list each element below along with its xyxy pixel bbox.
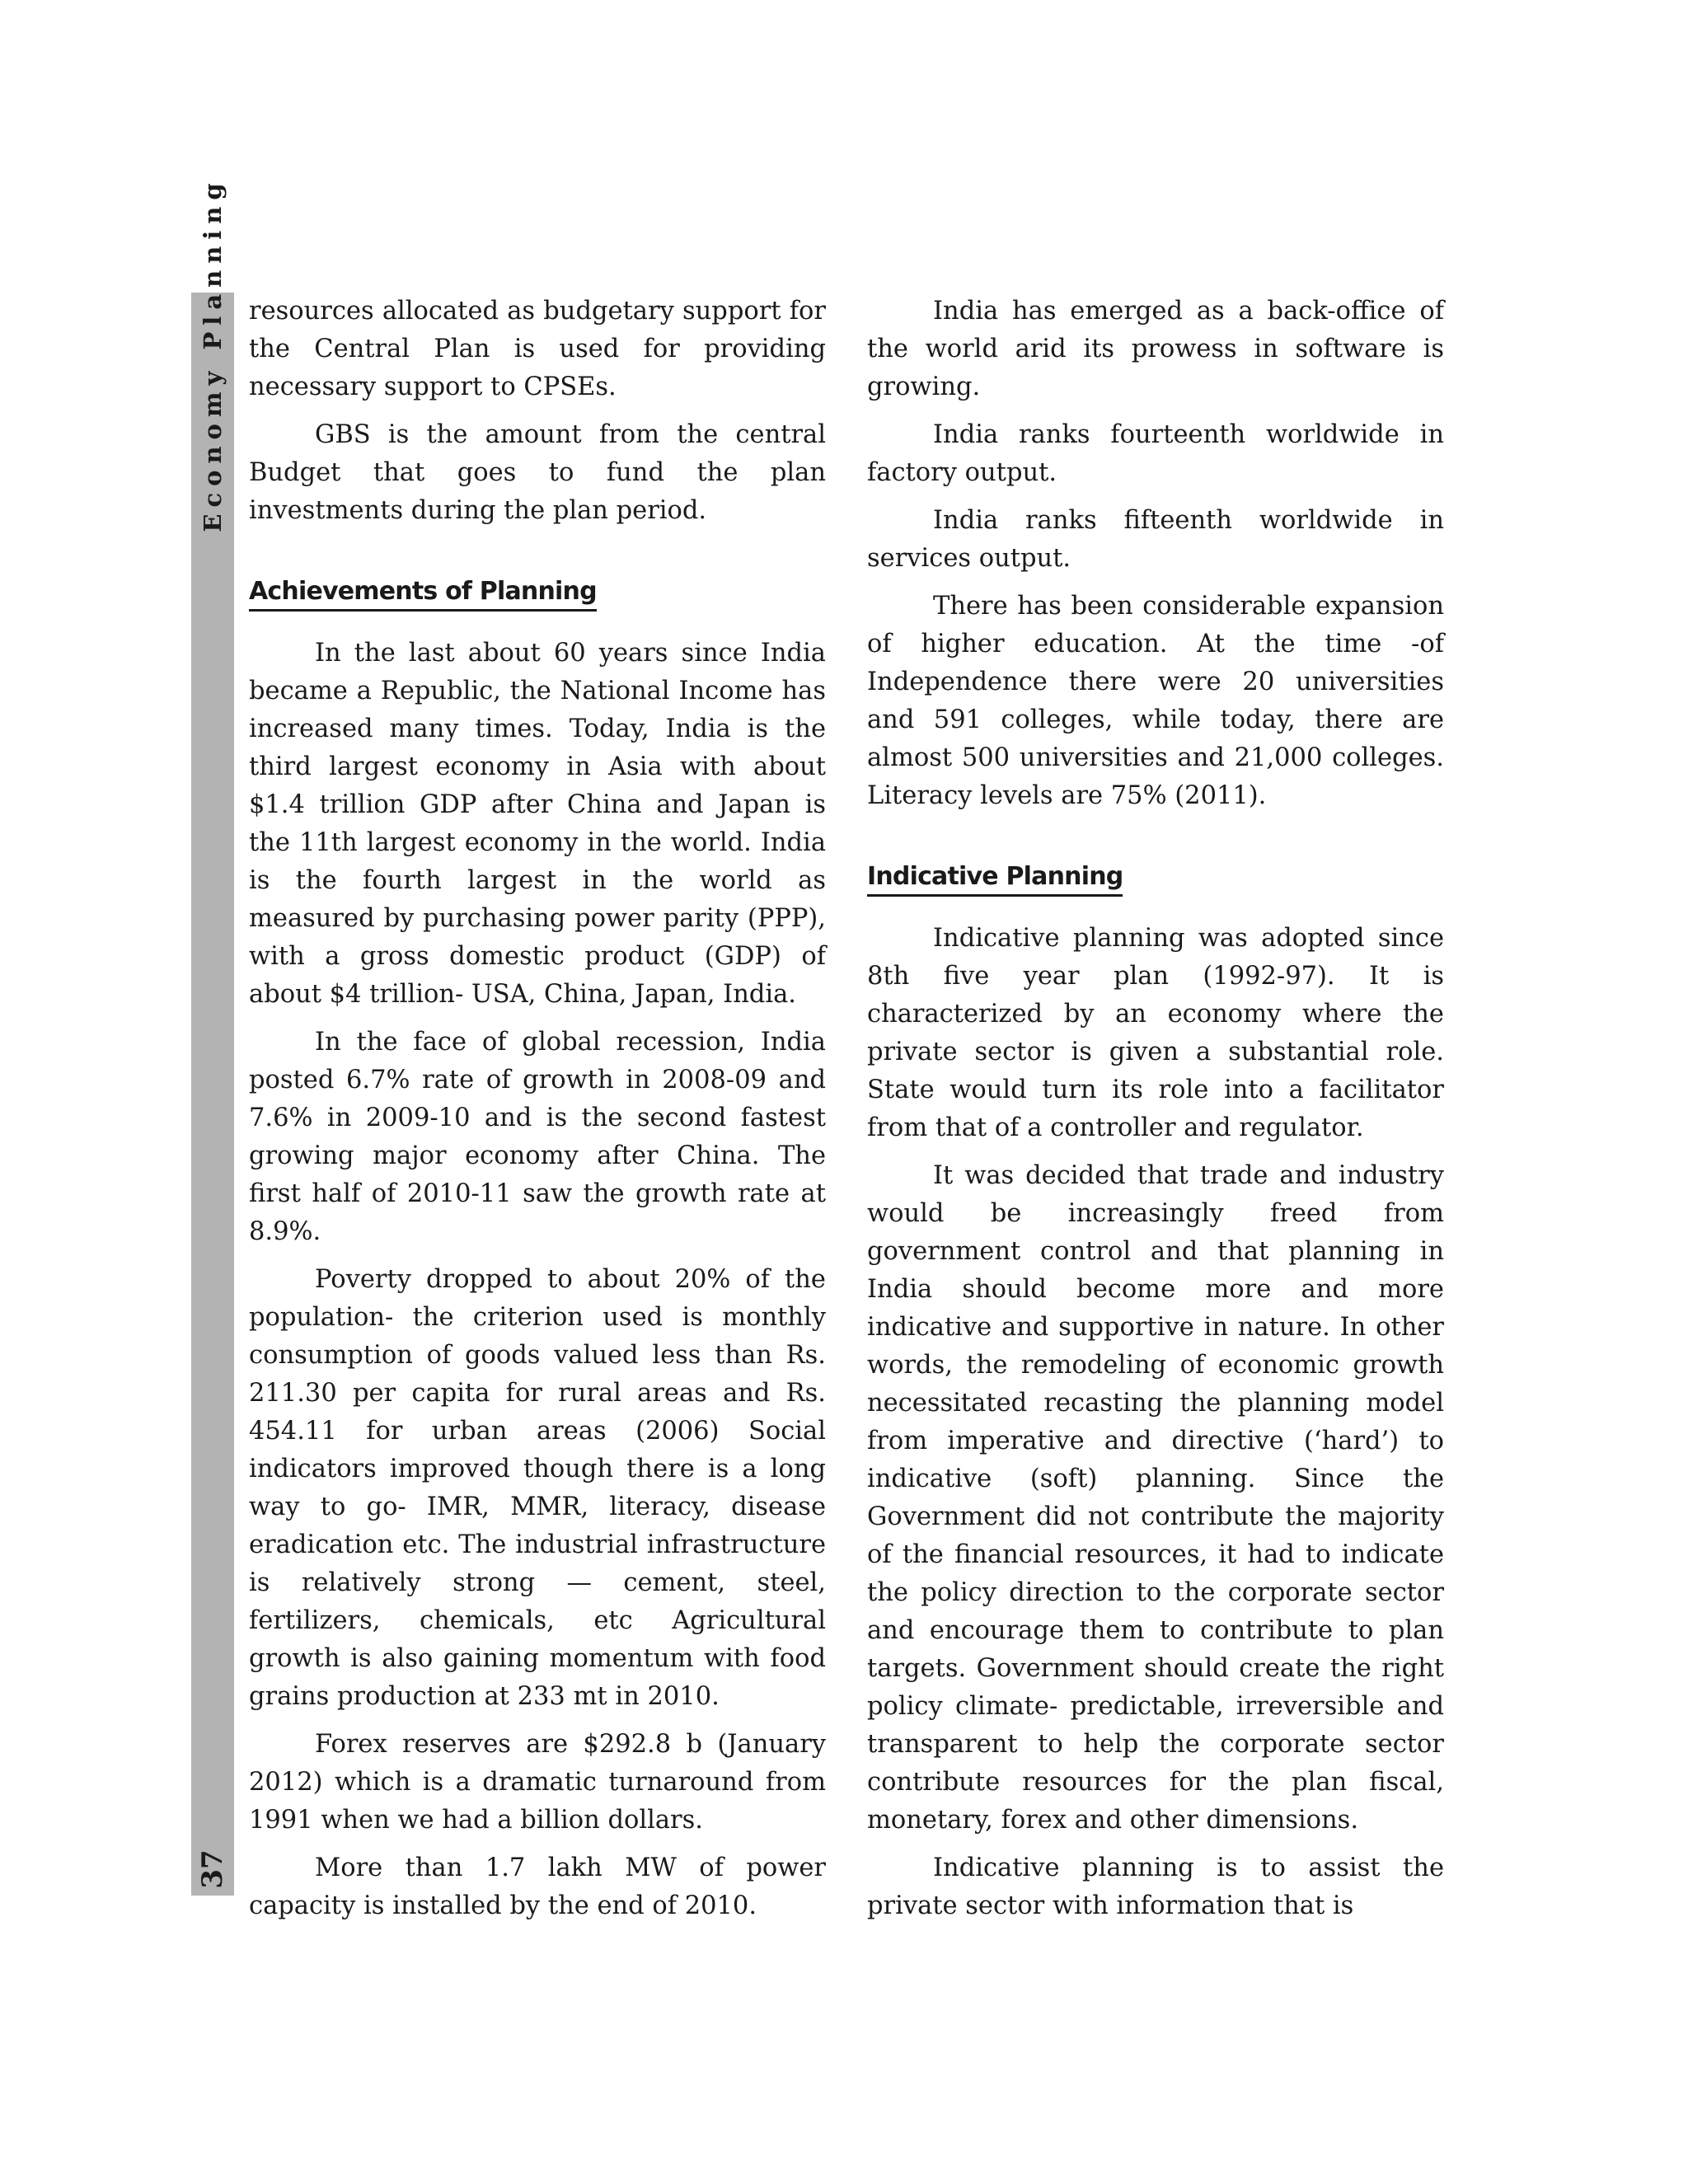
paragraph: Poverty dropped to about 20% of the population- the criterion used is monthly consumption of goods valued less than Rs. 211.30 per capita for rural areas and Rs. 454.11 for urban areas (2006) Social indicators improved though there is a long way to go- IMR, MMR, literacy, disease eradication etc. The industrial infrastructure is relatively strong — cement, steel, fertilizers, chemicals, etc Agricultural growth is also gaining momentum with food grains production at 233 mt in 2010. <box>249 1265 826 1711</box>
page-number: 37 <box>196 1849 229 1889</box>
paragraph: More than 1.7 lakh MW of power capacity is installed by the end of 2010. <box>249 1854 826 1920</box>
paragraph: Forex reserves are $292.8 b (January 2012) which is a dramatic turnaround from 1991 when we had a billion dollars. <box>249 1730 826 1835</box>
paragraph: India ranks fourteenth worldwide in factory output. <box>867 420 1444 487</box>
paragraph: In the face of global recession, India posted 6.7% rate of growth in 2008-09 and 7.6% in 2009-10 and is the second fastest growing major economy after China. The first half of 2010-11 saw the growth rate at 8.9%. <box>249 1028 826 1246</box>
paragraph: In the last about 60 years since India became a Republic, the National Income has increased many times. Today, India is the third largest economy in Asia with about $1.4 trillion GDP after China and Japan is the 11th largest economy in the world. India is the fourth largest in the world as measured by purchasing power parity (PPP), with a gross domestic product (GDP) of about $4 trillion- USA, China, Japan, India. <box>249 639 826 1009</box>
paragraph: India has emerged as a back-office of the world arid its prowess in software is growing. <box>867 297 1444 401</box>
paragraph: Indicative planning was adopted since 8th five year plan (1992-97). It is characterized by an economy where the private sector is given a substantial role. State would turn its role into a facilitator from that of a controller and regulator. <box>867 924 1444 1142</box>
paragraph: It was decided that trade and industry would be increasingly freed from government control and that planning in India should become more and more indicative and supportive in nature. In other words, the remodeling of economic growth necessitated recasting the planning model from imperative and directive (‘hard’) to indicative (soft) planning. Since the Government did not contribute the majority of the financial resources, it had to indicate the policy direction to the corporate sector and encourage them to contribute to plan targets. Government should create the right policy climate- predictable, irreversible and transparent to help the corporate sector contribute resources for the plan fiscal, monetary, forex and other dimensions. <box>867 1161 1444 1835</box>
paragraph: India ranks fifteenth worldwide in services output. <box>867 506 1444 573</box>
running-header: Economy Planning <box>199 176 227 532</box>
paragraph: There has been considerable expansion of higher education. At the time -of Independence there were 20 universities and 591 colleges, while today, there are almost 500 universities and 21,000 colleges. Literacy levels are 75% (2011). <box>867 592 1444 810</box>
paragraph: GBS is the amount from the central Budget that goes to fund the plan investments during the plan period. <box>249 420 826 525</box>
side-strip <box>191 293 234 1896</box>
right-column <box>867 293 1444 1935</box>
section-heading: Indicative Planning <box>867 861 1123 897</box>
section-heading: Achievements of Planning <box>249 576 597 612</box>
left-column <box>249 293 826 1935</box>
paragraph: resources allocated as budgetary support for the Central Plan is used for providing necessary support to CPSEs. <box>249 297 826 401</box>
paragraph: Indicative planning is to assist the private sector with information that is <box>867 1854 1444 1920</box>
